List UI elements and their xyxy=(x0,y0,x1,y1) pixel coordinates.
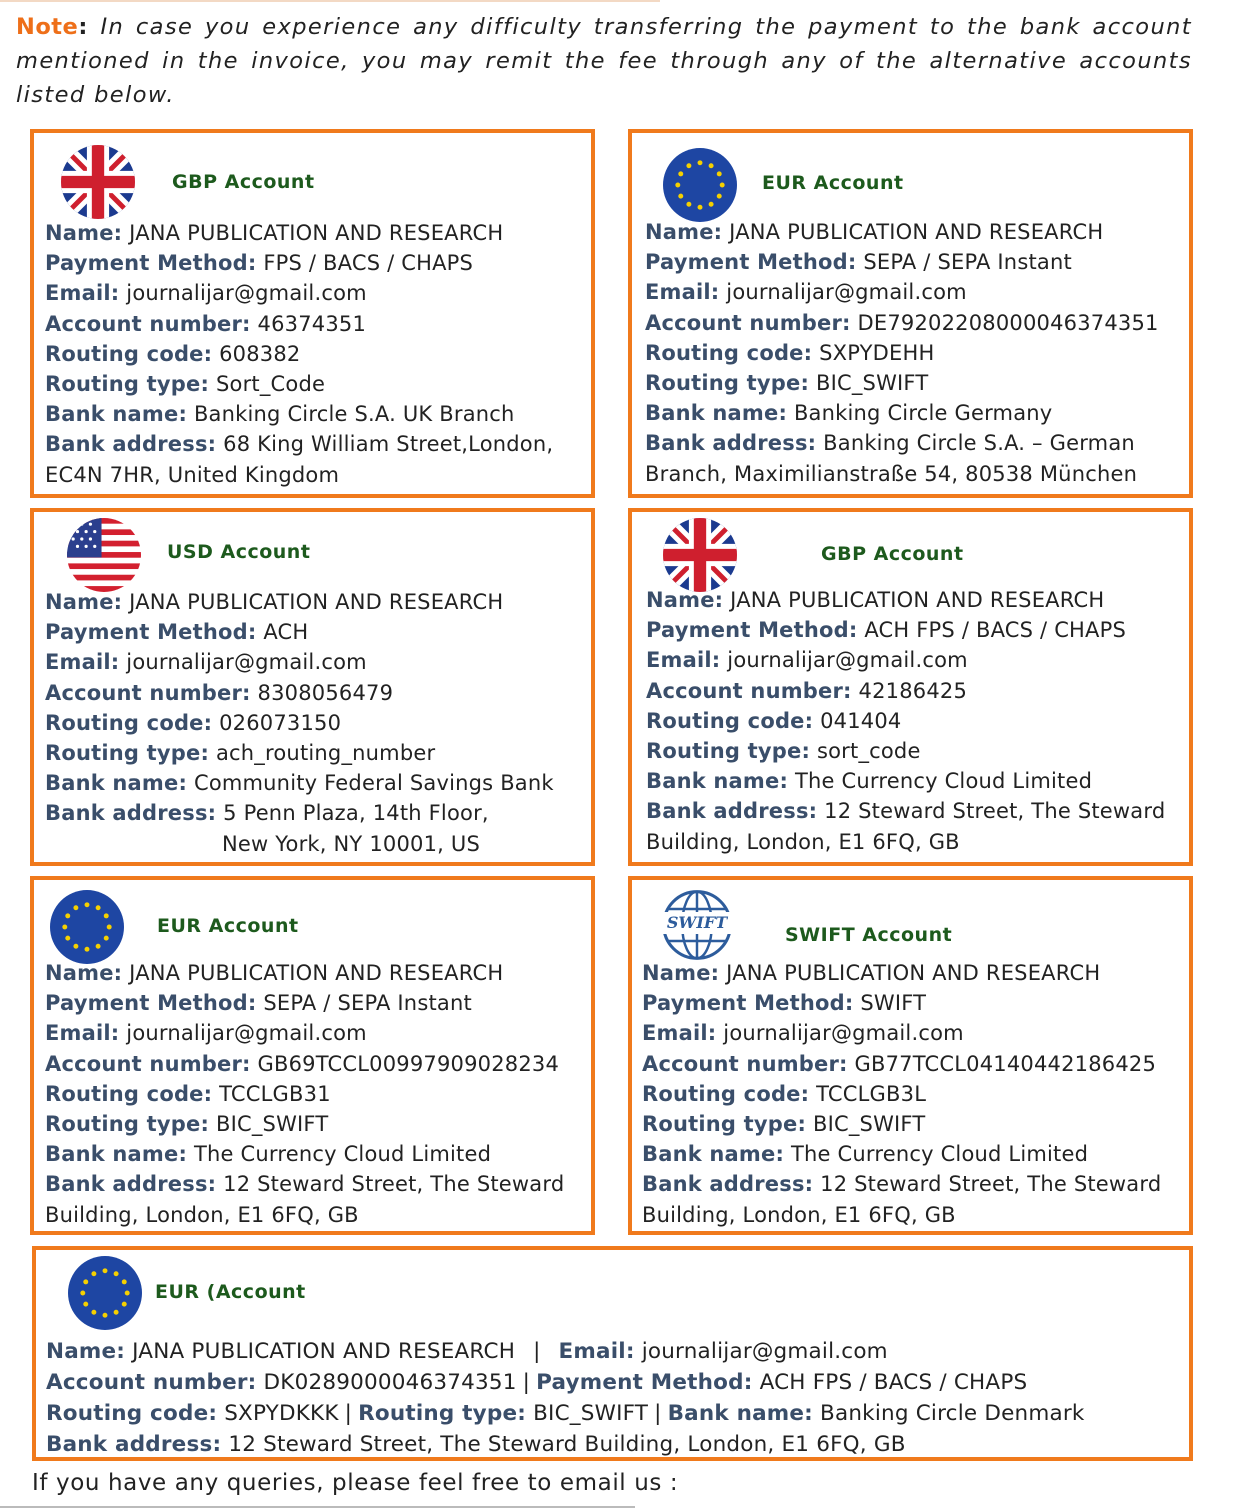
routing-type-value: Sort_Code xyxy=(215,372,326,397)
bank-name-value: The Currency Cloud Limited xyxy=(794,769,1093,794)
account-details xyxy=(45,218,553,490)
name-value: JANA PUBLICATION AND RESEARCH xyxy=(129,590,504,614)
card-title: GBP Account xyxy=(821,543,964,565)
name-value: JANA PUBLICATION AND RESEARCH xyxy=(129,221,504,245)
name-value: JANA PUBLICATION AND RESEARCH xyxy=(730,588,1105,612)
email-row: Email: journalijar@gmail.com xyxy=(45,281,367,306)
bank-address-value: 12 Steward Street, The Steward xyxy=(820,1172,1162,1197)
account-number-value: DK0289000046374351 xyxy=(263,1370,517,1395)
email-value: journalijar@gmail.com xyxy=(641,1339,888,1364)
note-colon: : xyxy=(78,14,89,40)
bank-address-row: Bank address: 12 Steward Street, The Steward xyxy=(45,1172,565,1197)
name-email-row: Name: JANA PUBLICATION AND RESEARCH | Email: journalijar@gmail.com xyxy=(46,1339,888,1364)
card-title: GBP Account xyxy=(172,171,315,193)
bank-name-value: The Currency Cloud Limited xyxy=(193,1142,492,1167)
account-details xyxy=(45,587,554,859)
eur-account-card-2 xyxy=(30,876,595,1235)
name-row: Name: JANA PUBLICATION AND RESEARCH xyxy=(45,961,504,985)
bank-name-value: Banking Circle S.A. UK Branch xyxy=(193,402,515,427)
card-title: EUR Account xyxy=(762,172,904,194)
account-number-value: 42186425 xyxy=(858,678,968,703)
bank-address-value: 12 Steward Street, The Steward Building, London, E1 6FQ, GB xyxy=(228,1432,906,1457)
routing-code-value: TCCLGB31 xyxy=(219,1081,331,1106)
account-number-row: Account number: GB77TCCL04140442186425 xyxy=(642,1051,1157,1076)
routing-code-row: Routing code: TCCLGB3L xyxy=(642,1081,927,1106)
account-details xyxy=(645,217,1159,489)
routing-type-value: BIC_SWIFT xyxy=(533,1401,649,1426)
bank-address-line2: New York, NY 10001, US xyxy=(222,831,480,856)
payment-method-value: FPS / BACS / CHAPS xyxy=(263,251,474,276)
bank-address-row: Bank address: Banking Circle S.A. – German xyxy=(645,431,1135,456)
account-details xyxy=(646,585,1165,857)
swift-globe-icon xyxy=(660,888,734,962)
bank-address-row: Bank address: 12 Steward Street, The Steward xyxy=(642,1172,1162,1197)
payment-method-row: Payment Method: FPS / BACS / CHAPS xyxy=(45,251,474,276)
footer-text: If you have any queries, please feel free to email us : xyxy=(32,1470,679,1496)
bank-address-value: 68 King William Street,London, xyxy=(223,432,554,457)
bank-address-row: Bank address: 68 King William Street,London, xyxy=(45,432,554,457)
bank-name-value: Banking Circle Denmark xyxy=(820,1401,1085,1426)
payment-method-value: SWIFT xyxy=(860,991,927,1016)
routing-type-value: BIC_SWIFT xyxy=(815,371,929,396)
bank-address-value: 5 Penn Plaza, 14th Floor, xyxy=(223,801,489,826)
us-flag-icon xyxy=(67,518,141,592)
bank-address-value: Banking Circle S.A. – German xyxy=(823,431,1135,456)
routing-code-row: Routing code: 026073150 xyxy=(45,710,342,735)
routing-code-value: 041404 xyxy=(820,708,902,733)
email-row: Email: journalijar@gmail.com xyxy=(646,648,968,673)
account-number-row: Account number: 8308056479 xyxy=(45,680,394,705)
routing-type-value: BIC_SWIFT xyxy=(215,1112,329,1137)
usd-account-card xyxy=(30,508,595,866)
note-text: In case you experience any difficulty transferring the payment to the bank account mentioned in the invoice, you may remit the fee through any of the alternative accounts listed below. xyxy=(16,14,1192,108)
bank-name-row: Bank name: The Currency Cloud Limited xyxy=(646,769,1093,794)
bank-address-value: 12 Steward Street, The Steward xyxy=(223,1172,565,1197)
email-value: journalijar@gmail.com xyxy=(126,281,367,306)
routing-code-row: Routing code: TCCLGB31 xyxy=(45,1081,331,1106)
name-value: JANA PUBLICATION AND RESEARCH xyxy=(129,961,504,985)
name-value: JANA PUBLICATION AND RESEARCH xyxy=(729,220,1104,244)
routing-type-row: Routing type: BIC_SWIFT xyxy=(645,371,929,396)
email-value: journalijar@gmail.com xyxy=(726,280,967,305)
account-payment-row: Account number: DK0289000046374351 | Payment Method: ACH FPS / BACS / CHAPS xyxy=(46,1370,1028,1395)
card-title: EUR (Account xyxy=(155,1281,306,1303)
email-row: Email: journalijar@gmail.com xyxy=(645,280,967,305)
account-number-value: 46374351 xyxy=(257,311,367,336)
eu-flag-icon xyxy=(68,1256,142,1330)
email-row: Email: journalijar@gmail.com xyxy=(45,650,367,675)
routing-type-row: Routing type: BIC_SWIFT xyxy=(642,1112,926,1137)
account-number-row: Account number: 42186425 xyxy=(646,678,968,703)
note-label: Note xyxy=(16,14,79,40)
payment-method-value: ACH xyxy=(263,620,309,645)
account-details xyxy=(46,1336,1085,1460)
bank-address-row: Bank address: 12 Steward Street, The Steward Building, London, E1 6FQ, GB xyxy=(46,1432,906,1457)
routing-type-value: ach_routing_number xyxy=(215,741,436,766)
payment-method-value: ACH FPS / BACS / CHAPS xyxy=(864,618,1127,643)
card-title: USD Account xyxy=(167,541,311,563)
email-row: Email: journalijar@gmail.com xyxy=(45,1021,367,1046)
eu-flag-icon xyxy=(50,890,124,964)
bank-address-line2: Branch, Maximilianstraße 54, 80538 München xyxy=(645,461,1138,486)
account-number-row: Account number: GB69TCCL00997909028234 xyxy=(45,1051,560,1076)
name-row: Name: JANA PUBLICATION AND RESEARCH xyxy=(645,220,1104,244)
routing-code-value: SXPYDKKK xyxy=(224,1401,339,1426)
payment-method-value: SEPA / SEPA Instant xyxy=(863,250,1072,275)
separator: | xyxy=(533,1339,541,1364)
account-number-value: GB69TCCL00997909028234 xyxy=(257,1051,560,1076)
name-value: JANA PUBLICATION AND RESEARCH xyxy=(132,1339,516,1364)
separator: | xyxy=(654,1401,662,1426)
email-value: journalijar@gmail.com xyxy=(126,650,367,675)
card-title: SWIFT Account xyxy=(785,924,953,946)
account-number-value: DE79202208000046374351 xyxy=(857,310,1159,335)
payment-method-row: Payment Method: SEPA / SEPA Instant xyxy=(645,250,1072,275)
gbp-account-card xyxy=(30,129,595,498)
name-value: JANA PUBLICATION AND RESEARCH xyxy=(726,961,1101,985)
routing-code-value: TCCLGB3L xyxy=(816,1081,927,1106)
bank-address-line2: EC4N 7HR, United Kingdom xyxy=(45,462,340,487)
name-row: Name: JANA PUBLICATION AND RESEARCH xyxy=(642,961,1101,985)
bank-address-line2: Building, London, E1 6FQ, GB xyxy=(646,829,960,854)
bank-address-row: Bank address: 5 Penn Plaza, 14th Floor, xyxy=(45,801,489,826)
payment-method-row: Payment Method: SWIFT xyxy=(642,991,927,1016)
bank-address-row: Bank address: 12 Steward Street, The Steward xyxy=(646,799,1166,824)
email-value: journalijar@gmail.com xyxy=(727,648,968,673)
routing-code-value: 026073150 xyxy=(219,710,342,735)
bank-name-value: The Currency Cloud Limited xyxy=(790,1142,1089,1167)
name-row: Name: JANA PUBLICATION AND RESEARCH xyxy=(45,221,504,245)
routing-code-row: Routing code: 608382 xyxy=(45,341,301,366)
payment-method-row: Payment Method: ACH FPS / BACS / CHAPS xyxy=(646,618,1127,643)
routing-code-row: Routing code: 041404 xyxy=(646,708,902,733)
bank-name-row: Bank name: The Currency Cloud Limited xyxy=(642,1142,1089,1167)
swift-logo-text: SWIFT xyxy=(660,912,734,934)
bottom-divider xyxy=(0,1506,635,1508)
note-paragraph xyxy=(16,10,1192,112)
bank-name-row: Bank name: The Currency Cloud Limited xyxy=(45,1142,492,1167)
account-details xyxy=(642,958,1161,1230)
routing-code-value: 608382 xyxy=(219,341,301,366)
uk-flag-icon xyxy=(663,518,737,592)
eur-account-card xyxy=(628,129,1193,498)
bank-name-value: Banking Circle Germany xyxy=(793,401,1053,426)
routing-bank-row: Routing code: SXPYDKKK | Routing type: BIC_SWIFT | Bank name: Banking Circle Denmark xyxy=(46,1401,1085,1426)
gbp-account-card-2 xyxy=(628,508,1193,866)
account-number-value: 8308056479 xyxy=(257,680,394,705)
routing-type-row: Routing type: ach_routing_number xyxy=(45,741,436,766)
email-value: journalijar@gmail.com xyxy=(126,1021,367,1046)
payment-method-row: Payment Method: ACH xyxy=(45,620,309,645)
account-number-row: Account number: DE79202208000046374351 xyxy=(645,310,1159,335)
routing-type-row: Routing type: sort_code xyxy=(646,739,921,764)
eu-flag-icon xyxy=(663,148,737,222)
routing-type-value: BIC_SWIFT xyxy=(812,1112,926,1137)
bank-address-value: 12 Steward Street, The Steward xyxy=(824,799,1166,824)
email-row: Email: journalijar@gmail.com xyxy=(642,1021,964,1046)
eur-wide-account-card xyxy=(32,1246,1193,1461)
account-details xyxy=(45,958,564,1230)
bank-name-row: Bank name: Banking Circle Germany xyxy=(645,401,1053,426)
routing-type-value: sort_code xyxy=(816,739,921,764)
separator: | xyxy=(344,1401,353,1426)
routing-type-row: Routing type: BIC_SWIFT xyxy=(45,1112,329,1137)
bank-address-line2: Building, London, E1 6FQ, GB xyxy=(45,1202,359,1227)
name-row: Name: JANA PUBLICATION AND RESEARCH xyxy=(646,588,1105,612)
bank-address-line2: Building, London, E1 6FQ, GB xyxy=(642,1202,956,1227)
card-title: EUR Account xyxy=(157,915,299,937)
swift-account-card xyxy=(628,876,1193,1235)
bank-name-row: Bank name: Banking Circle S.A. UK Branch xyxy=(45,402,515,427)
uk-flag-icon xyxy=(61,145,135,219)
payment-method-value: ACH FPS / BACS / CHAPS xyxy=(759,1370,1028,1395)
account-number-value: GB77TCCL04140442186425 xyxy=(854,1051,1157,1076)
routing-code-value: SXPYDEHH xyxy=(819,340,935,365)
top-divider xyxy=(0,0,660,2)
payment-method-value: SEPA / SEPA Instant xyxy=(263,991,472,1016)
email-value: journalijar@gmail.com xyxy=(723,1021,964,1046)
bank-name-value: Community Federal Savings Bank xyxy=(193,771,554,796)
routing-code-row: Routing code: SXPYDEHH xyxy=(645,340,935,365)
bank-name-row: Bank name: Community Federal Savings Bank xyxy=(45,771,554,796)
name-row: Name: JANA PUBLICATION AND RESEARCH xyxy=(45,590,504,614)
routing-type-row: Routing type: Sort_Code xyxy=(45,372,326,397)
account-number-row: Account number: 46374351 xyxy=(45,311,367,336)
separator: | xyxy=(522,1370,531,1395)
payment-method-row: Payment Method: SEPA / SEPA Instant xyxy=(45,991,472,1016)
